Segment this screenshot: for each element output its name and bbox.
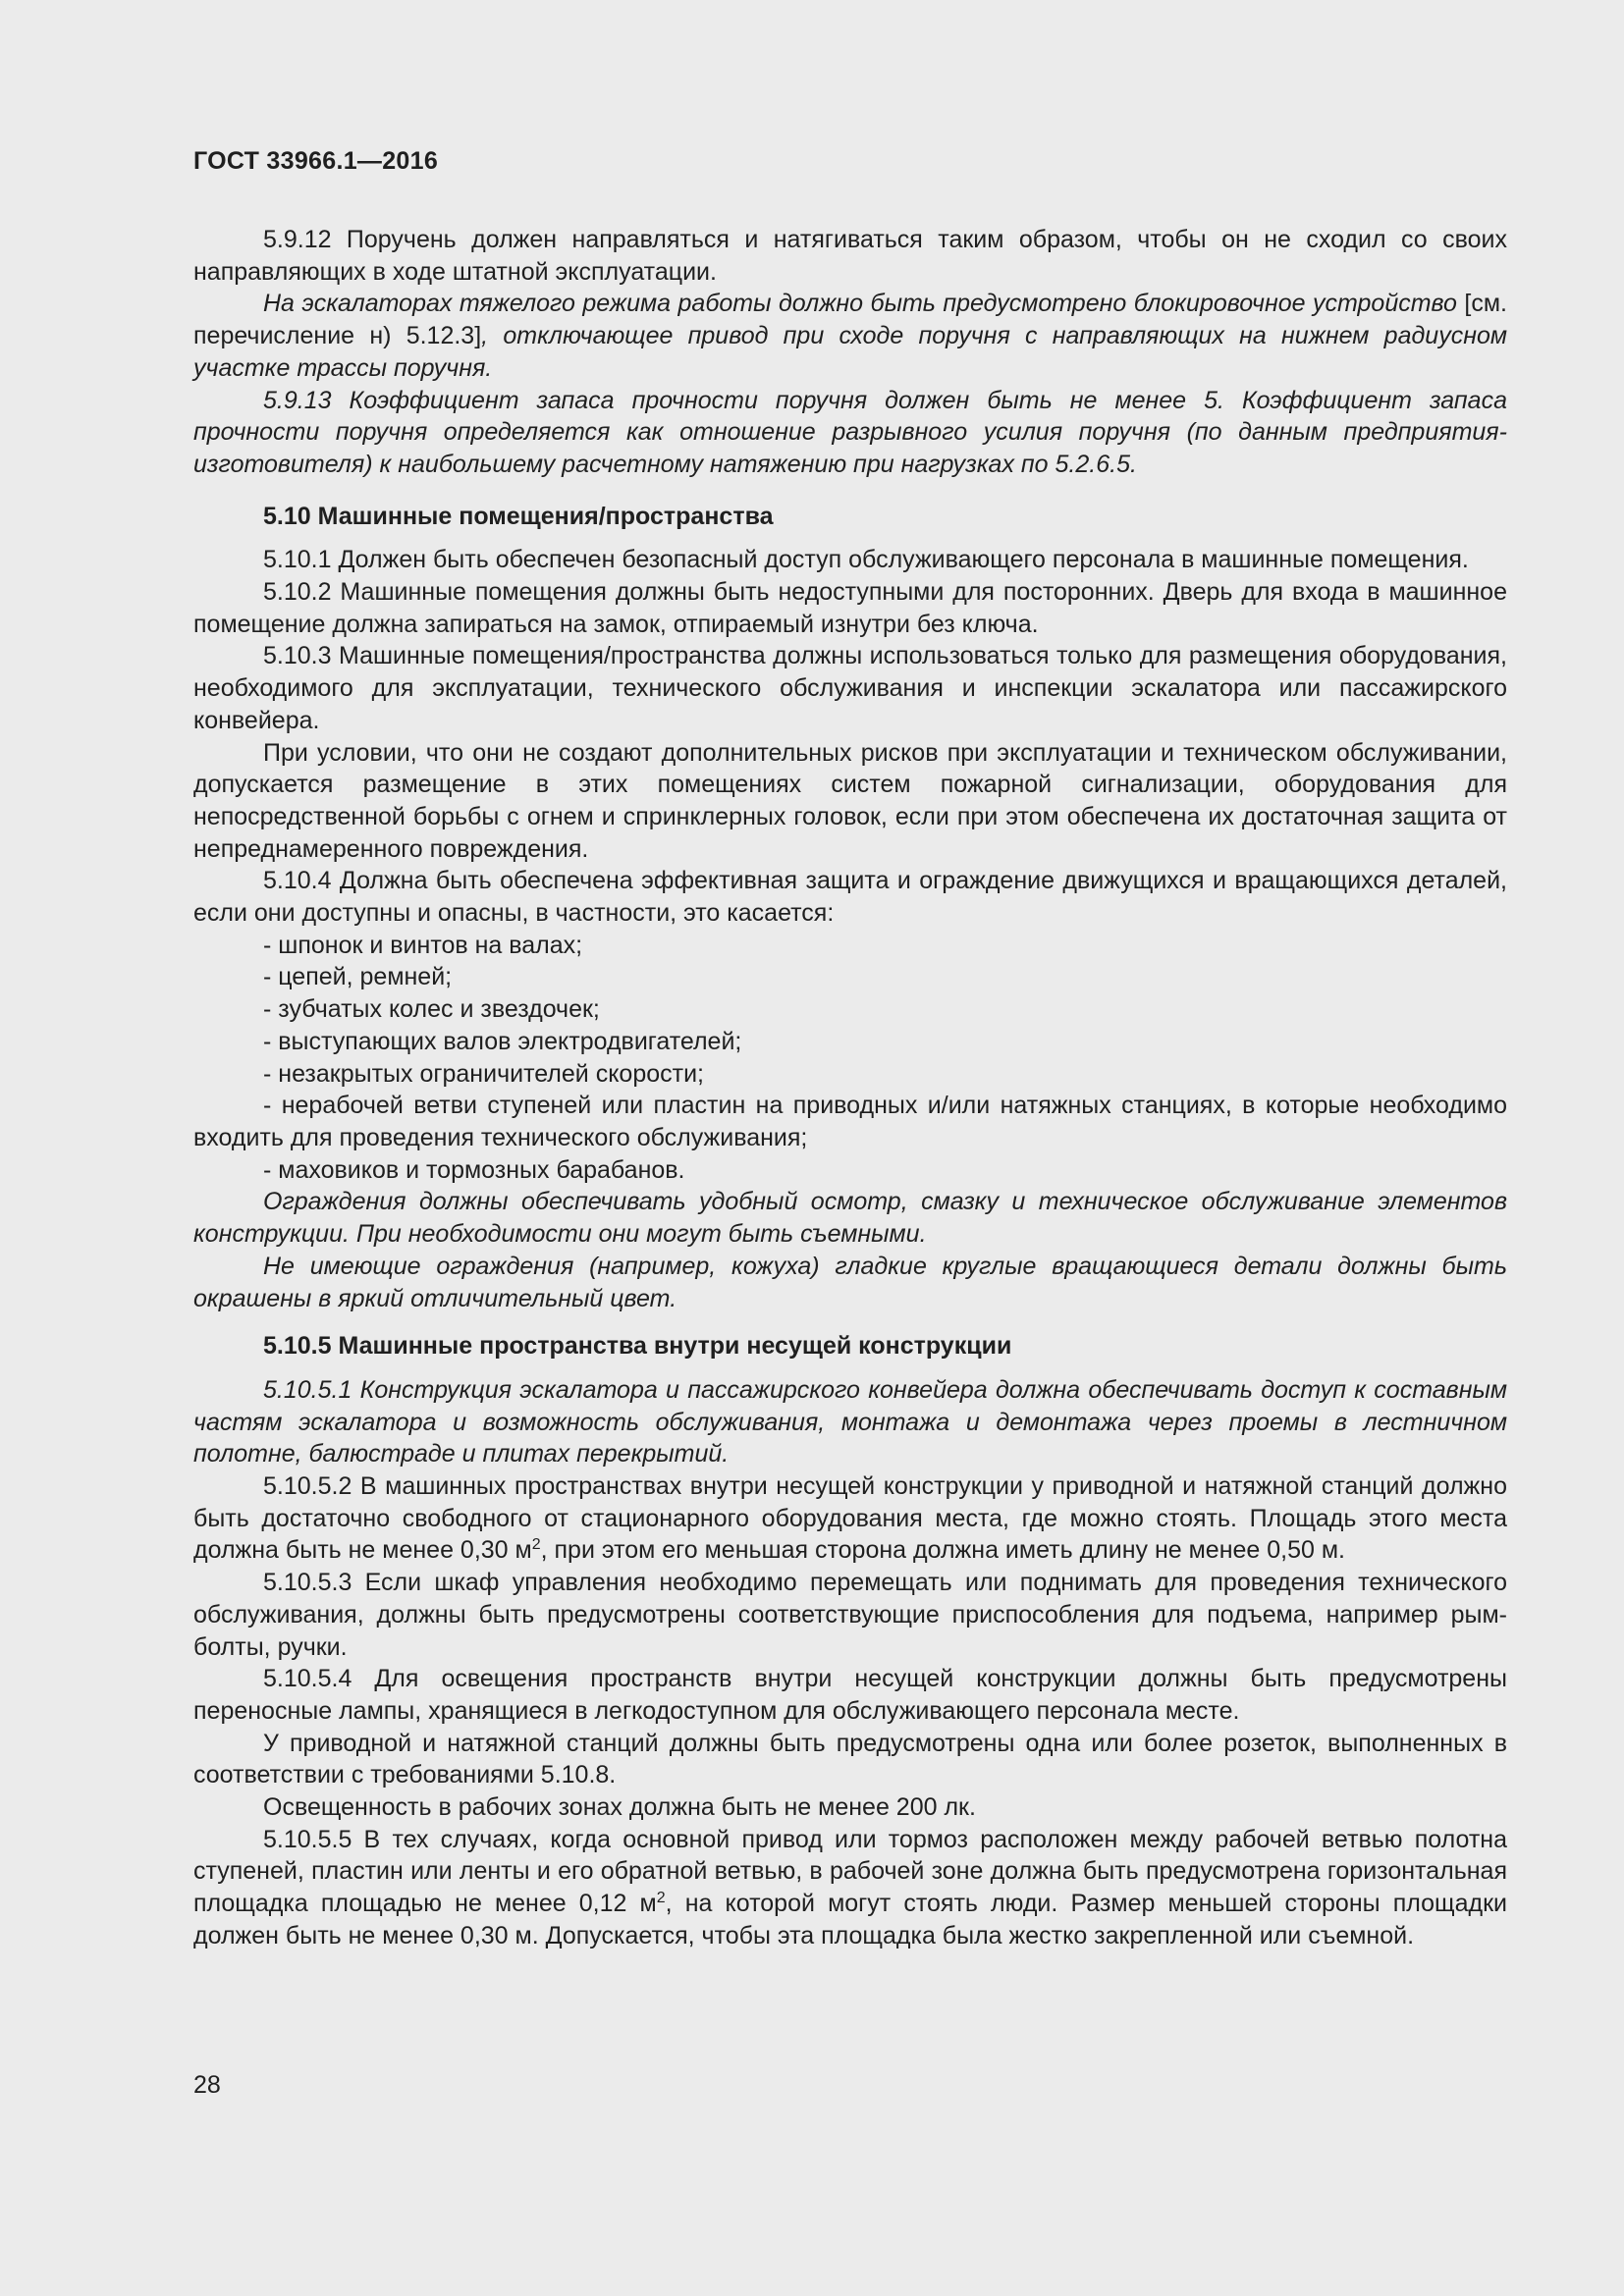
clause-5-10-5-5 [193, 1824, 1507, 1952]
clause-5-10-5-2 [193, 1470, 1507, 1567]
list-item: - цепей, ремней; [263, 963, 453, 991]
clause-5-10-1: 5.10.1 Должен быть обеспечен безопасный доступ обслуживающего персонала в машинные помещения. [263, 546, 1469, 574]
heavy-duty-text-a: На эскалаторах тяжелого режима работы должно быть предусмотрено блокировочное устройство [263, 290, 1457, 318]
clause-5-10-5-4-sockets: У приводной и натяжной станций должны быть предусмотрены одна или более розеток, выполненных в соответствии с требованиями 5.10.8. [193, 1729, 1507, 1789]
clause-5-10-5-2-text-a: 5.10.5.2 В машинных пространствах внутри несущей конструкции у приводной и натяжной станций должно быть достаточно свободного от стационарного оборудования места, где можно стоять. Площадь этого места должна быть не менее 0,30 м [193, 1472, 1507, 1565]
clause-5-10-5-5-text-b: , на которой могут стоять люди. Размер меньшей стороны площадки должен быть не менее 0,30 м. Допускается, чтобы эта площадка была жестко закрепленной или съемной. [193, 1890, 1507, 1949]
section-heading-5-10: 5.10 Машинные помещения/пространства [263, 502, 774, 530]
clause-5-9-12-heavy-duty [193, 288, 1507, 384]
clause-5-9-12: 5.9.12 Поручень должен направляться и натягиваться таким образом, чтобы он не сходил со своих направляющих в ходе штатной эксплуатации. [193, 226, 1507, 286]
superscript: 2 [656, 1890, 666, 1907]
clause-5-10-4-paint: Не имеющие ограждения (например, кожуха) гладкие круглые вращающиеся детали должны быть окрашены в яркий отличительный цвет. [193, 1252, 1507, 1312]
clause-5-10-5-1: 5.10.5.1 Конструкция эскалатора и пассажирского конвейера должна обеспечивать доступ к составным частям эскалатора и возможность обслуживания, монтажа и демонтажа через проемы в лестничном полотне, балюстраде и плитах перекрытий. [193, 1375, 1507, 1468]
clause-5-10-3: 5.10.3 Машинные помещения/пространства должны использоваться только для размещения оборудования, необходимого для эксплуатации, технического обслуживания и инспекции эскалатора или пассажирского конвейера. [193, 642, 1507, 734]
list-item: - зубчатых колес и звездочек; [263, 995, 600, 1024]
clause-5-10-5-4: 5.10.5.4 Для освещения пространств внутри несущей конструкции должны быть предусмотрены переносные лампы, хранящиеся в легкодоступном для обслуживающего персонала месте. [193, 1665, 1507, 1725]
superscript: 2 [531, 1536, 541, 1554]
clause-5-10-3-condition: При условии, что они не создают дополнительных рисков при эксплуатации и техническом обслуживании, допускается размещение в этих помещениях систем пожарной сигнализации, оборудования для непосредственной борьбы с огнем и спринклерных головок, если при этом обеспечена их достаточная защита от непреднамеренного повреждения. [193, 738, 1507, 863]
clause-5-10-5-2-text-b: , при этом его меньшая сторона должна иметь длину не менее 0,50 м. [540, 1536, 1345, 1565]
list-item: - маховиков и тормозных барабанов. [263, 1155, 685, 1184]
list-item: - шпонок и винтов на валах; [263, 931, 583, 959]
clause-5-10-5-3: 5.10.5.3 Если шкаф управления необходимо перемещать или поднимать для проведения технического обслуживания, должны быть предусмотрены соответствующие приспособления для подъема, например рым-болты, ручки. [193, 1569, 1507, 1661]
clause-5-10-4: 5.10.4 Должна быть обеспечена эффективная защита и ограждение движущихся и вращающихся деталей, если они доступны и опасны, в частности, это касается: [193, 867, 1507, 928]
list-item: - выступающих валов электродвигателей; [263, 1027, 742, 1055]
section-heading-5-10-5: 5.10.5 Машинные пространства внутри несущей конструкции [263, 1332, 1012, 1361]
clause-5-10-2: 5.10.2 Машинные помещения должны быть недоступными для посторонних. Дверь для входа в машинное помещение должна запираться на замок, отпираемый изнутри без ключа. [193, 578, 1507, 638]
document-header: ГОСТ 33966.1—2016 [193, 147, 439, 175]
clause-5-10-4-guards: Ограждения должны обеспечивать удобный осмотр, смазку и техническое обслуживание элементов конструкции. При необходимости они могут быть съемными. [193, 1188, 1507, 1249]
list-item: - незакрытых ограничителей скорости; [263, 1059, 704, 1088]
clause-5-10-5-5-text-a: 5.10.5.5 В тех случаях, когда основной привод или тормоз расположен между рабочей ветвью полотна ступеней, пластин или ленты и его обратной ветвью, в рабочей зоне должна быть предусмотрена горизонтальная площадка площадью не менее 0,12 м [193, 1825, 1507, 1918]
document-body [193, 224, 1507, 1952]
page-number: 28 [193, 2071, 221, 2099]
list-item: - нерабочей ветви ступеней или пластин на приводных и/или натяжных станциях, в которые необходимо входить для проведения технического обслуживания; [193, 1092, 1507, 1151]
heavy-duty-reference: [см. перечисление н) 5.12.3] [193, 290, 1507, 350]
clause-5-10-5-4-illumination: Освещенность в рабочих зонах должна быть не менее 200 лк. [263, 1793, 976, 1822]
heavy-duty-text-b: , отключающее привод при сходе поручня с направляющих на нижнем радиусном участке трассы поручня. [193, 322, 1507, 382]
clause-5-9-13: 5.9.13 Коэффициент запаса прочности поручня должен быть не менее 5. Коэффициент запаса прочности поручня определяется как отношение разрывного усилия поручня (по данным предприятия-изготовителя) к наибольшему расчетному натяжению при нагрузках по 5.2.6.5. [193, 386, 1507, 478]
